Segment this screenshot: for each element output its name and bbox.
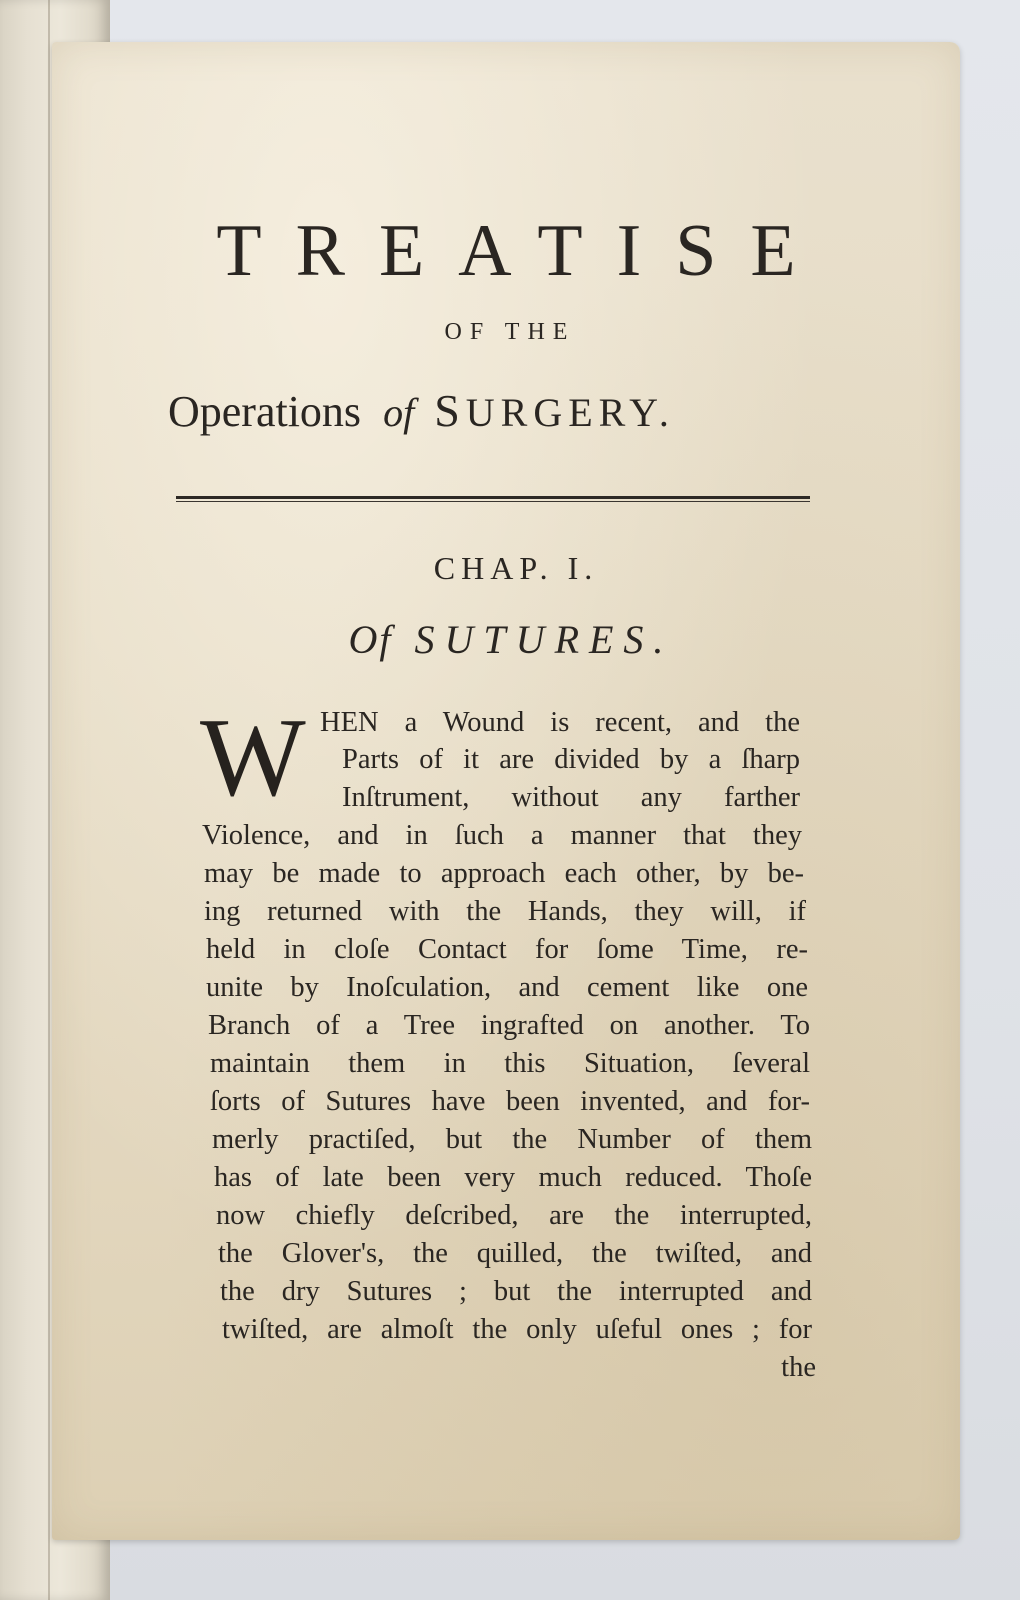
body-line: ſorts of Sutures have been invented, and for- (210, 1086, 810, 1117)
body-line: now chiefly deſcribed, are the interrupted, (216, 1200, 812, 1231)
main-title-operations: Operations (168, 387, 362, 436)
body-line: Violence, and in ſuch a manner that they (202, 820, 802, 851)
page-title: TREATISE (216, 210, 830, 292)
catchword: the (781, 1352, 816, 1383)
main-title-surgery (434, 385, 675, 436)
body-line: has of late been very much reduced. Thoſe (214, 1162, 812, 1193)
body-line: Parts of it are divided by a ſharp (342, 744, 800, 775)
chapter-title-name: SUTURES. (414, 617, 674, 662)
body-line: ing returned with the Hands, they will, if (204, 896, 806, 927)
body-line: may be made to approach each other, by be- (204, 858, 804, 889)
title-subtitle: OF THE (444, 319, 576, 345)
body-line: Branch of a Tree ingrafted on another. To (208, 1010, 810, 1041)
main-title (168, 385, 868, 436)
body-line: Inſtrument, without any farther (342, 782, 800, 813)
book-page (52, 42, 960, 1540)
main-title-surgery-rest: URGERY. (465, 390, 675, 435)
main-title-of: of (383, 390, 415, 435)
chapter-number: CHAP. I. (433, 550, 599, 586)
body-line: the dry Sutures ; but the interrupted and (220, 1276, 812, 1307)
drop-cap: W (200, 696, 306, 820)
body-line: unite by Inoſculation, and cement like one (206, 972, 808, 1003)
body-line: the Glover's, the quilled, the twiſted, and (218, 1238, 812, 1269)
body-line: held in cloſe Contact for ſome Time, re- (206, 934, 808, 965)
title-rule (176, 496, 810, 502)
chapter-title (52, 616, 960, 663)
body-line: maintain them in this Situation, ſeveral (210, 1048, 810, 1079)
body-line: HEN a Wound is recent, and the (320, 707, 800, 738)
chapter-title-of: Of (348, 617, 393, 662)
body-line: twiſted, are almoſt the only uſeful ones ; for (222, 1314, 812, 1345)
main-title-surgery-initial: S (434, 385, 466, 436)
body-line: merly practiſed, but the Number of them (212, 1124, 812, 1155)
